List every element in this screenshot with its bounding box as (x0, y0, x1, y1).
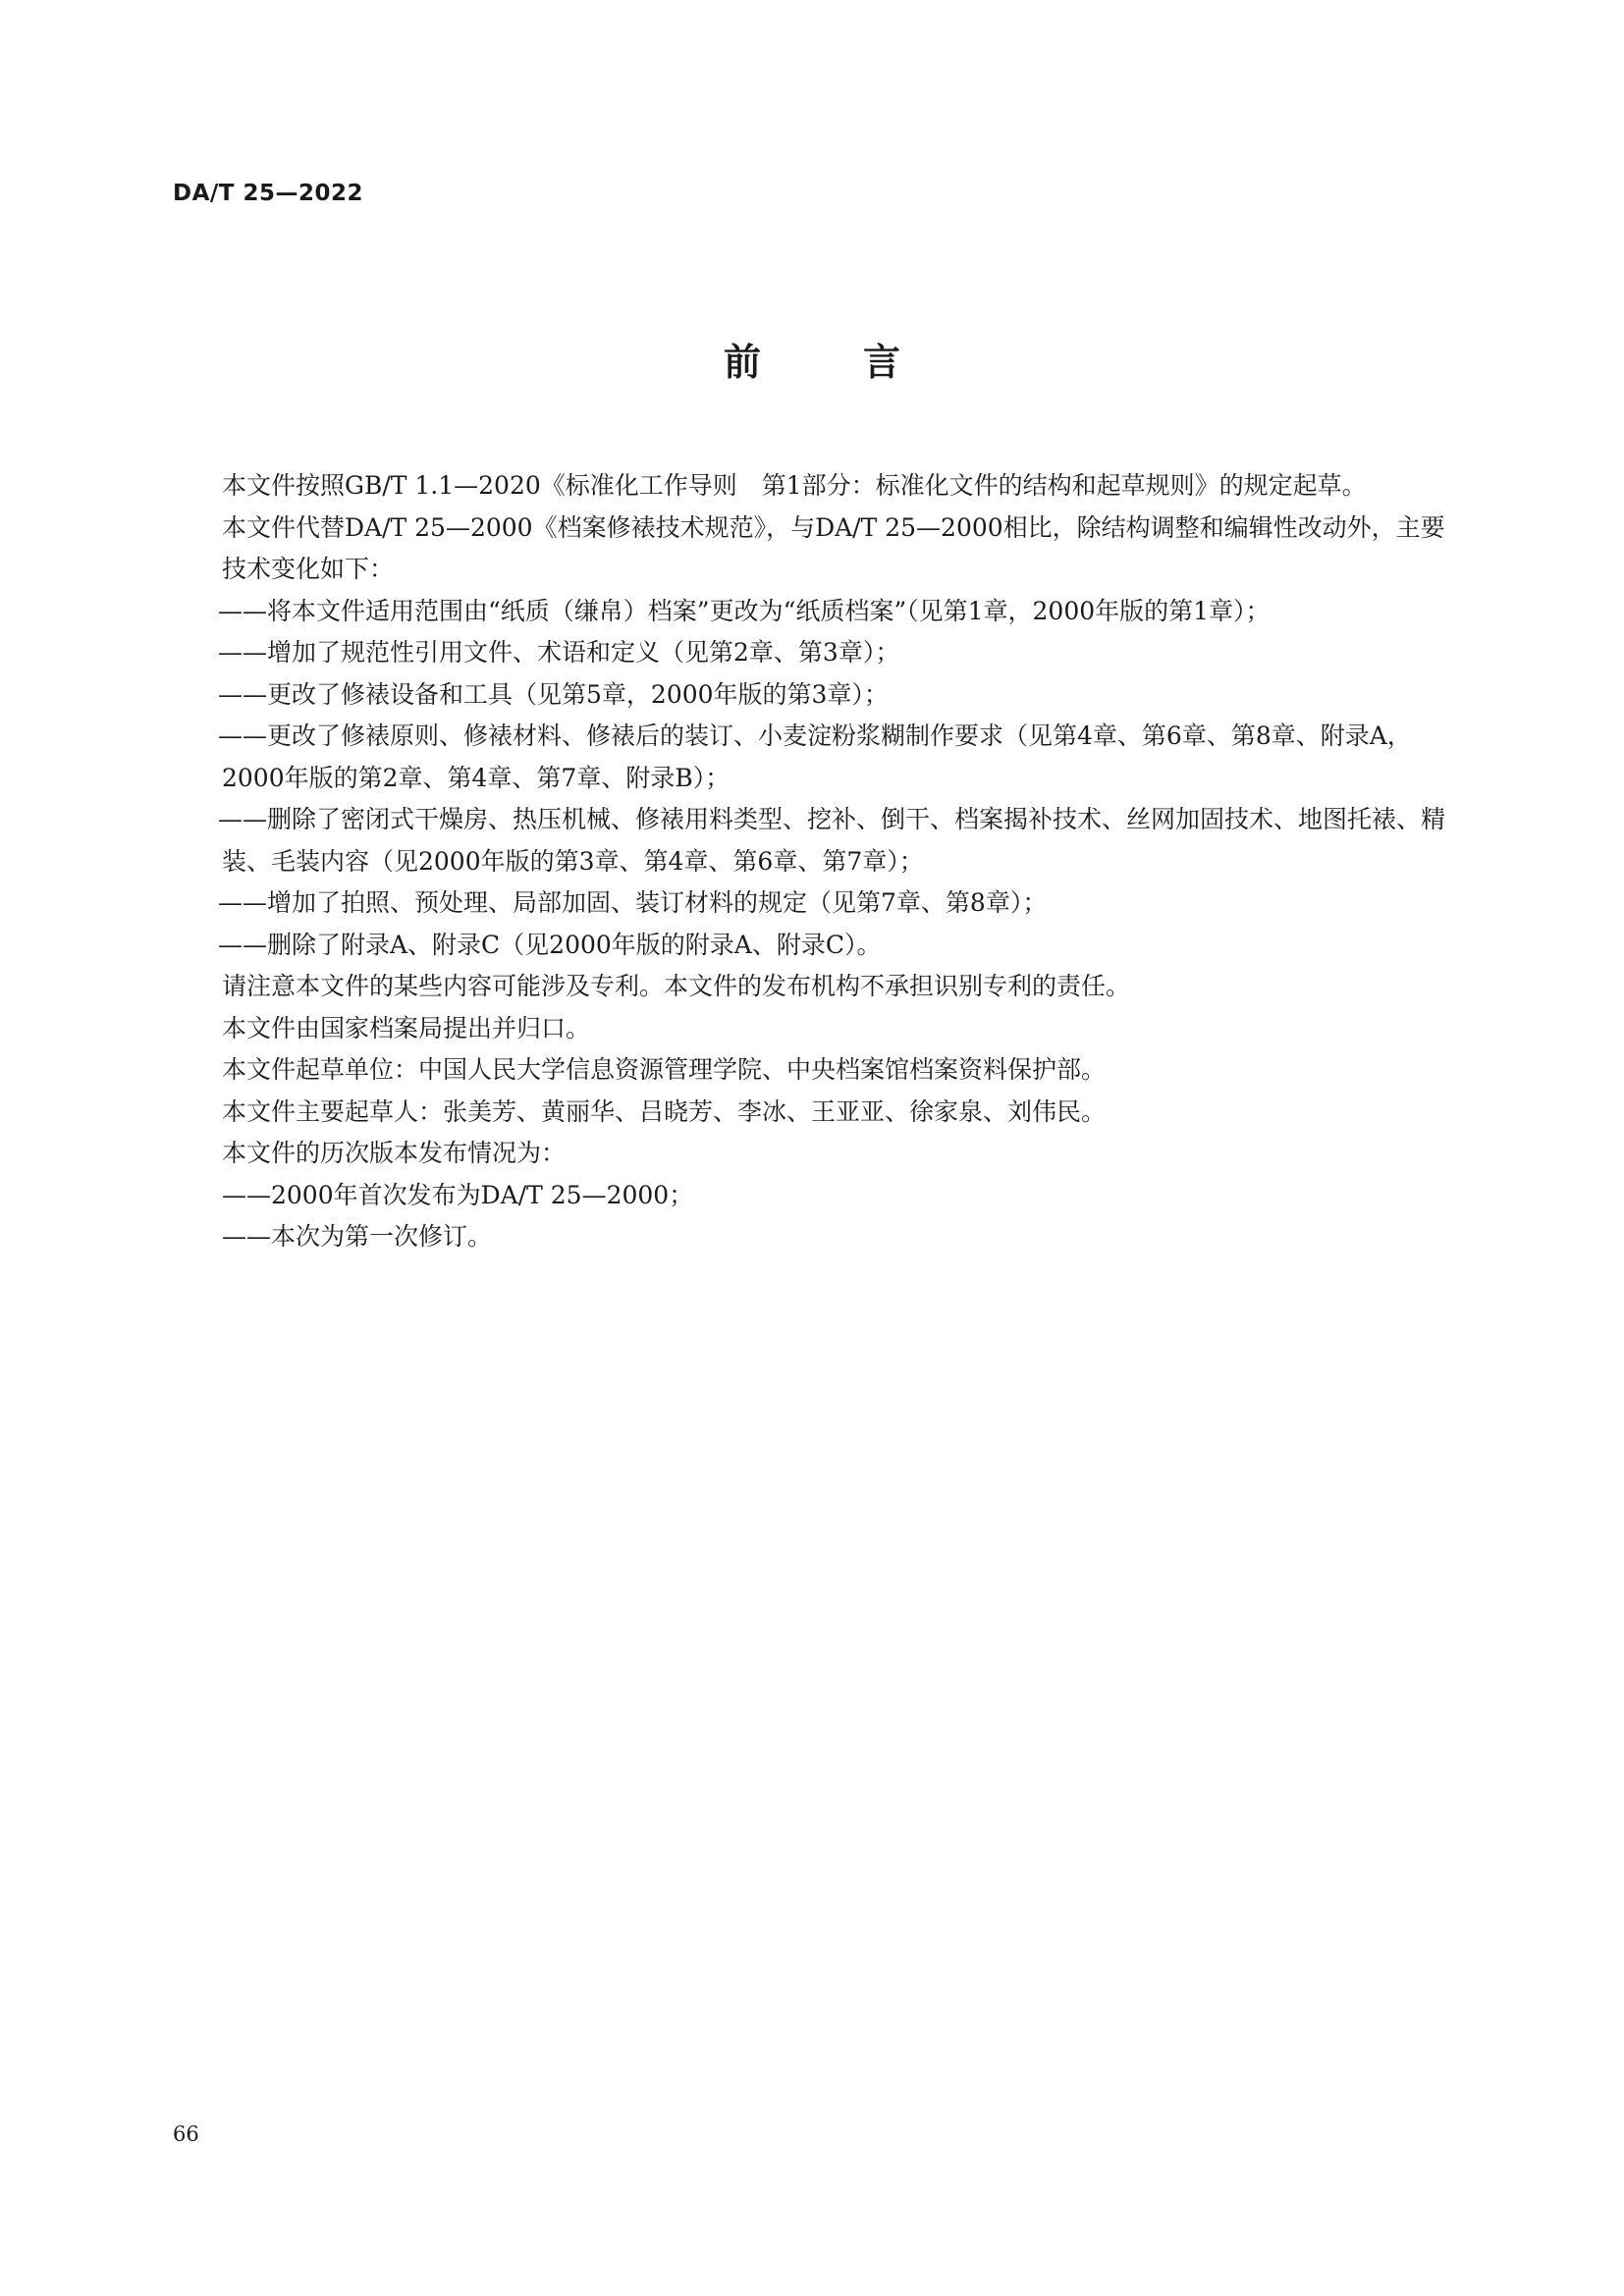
changes-list (173, 591, 1449, 967)
paragraph-history-intro: 本文件的历次版本发布情况为： (222, 1139, 567, 1167)
list-item: ——将本文件适用范围由“纸质（缣帛）档案”更改为“纸质档案”（见第1章，2000年版的第1章）； (218, 596, 1271, 625)
title-part-1: 前 (723, 341, 761, 384)
document-body (173, 465, 1449, 1258)
list-item: ——更改了修裱设备和工具（见第5章，2000年版的第3章）； (218, 679, 889, 709)
page-number: 66 (173, 2122, 199, 2146)
title-part-2: 言 (863, 341, 901, 384)
paragraph-drafting-basis: 本文件按照GB/T 1.1—2020《标准化工作导则 第1部分：标准化文件的结构和起草规则》的规定起草。 (222, 471, 1367, 500)
history-list (173, 1175, 1449, 1258)
paragraph-drafters: 本文件主要起草人：张美芳、黄丽华、吕晓芳、李冰、王亚亚、徐家泉、刘伟民。 (222, 1096, 1107, 1126)
list-item: ——增加了规范性引用文件、术语和定义（见第2章、第3章）； (218, 638, 900, 667)
list-item: ——增加了拍照、预处理、局部加固、装订材料的规定（见第7章、第8章）； (218, 888, 1048, 917)
page-title (0, 332, 1624, 386)
list-item: ——2000年首次发布为DA/T 25—2000； (222, 1180, 694, 1209)
paragraph-replacement: 本文件代替DA/T 25—2000《档案修裱技术规范》，与DA/T 25—2000相比，除结构调整和编辑性改动外，主要技术变化如下： (222, 512, 1445, 583)
list-item: ——本次为第一次修订。 (222, 1222, 493, 1251)
list-item: ——更改了修裱原则、修裱材料、修裱后的装订、小麦淀粉浆糊制作要求（见第4章、第6章、第8章、附录A，2000年版的第2章、第4章、第7章、附录B）； (218, 721, 1412, 792)
paragraph-patent-notice: 请注意本文件的某些内容可能涉及专利。本文件的发布机构不承担识别专利的责任。 (222, 972, 1131, 1000)
list-item: ——删除了附录A、附录C（见2000年版的附录A、附录C）。 (218, 930, 882, 959)
paragraph-drafting-units: 本文件起草单位：中国人民大学信息资源管理学院、中央档案馆档案资料保护部。 (222, 1055, 1107, 1084)
document-code: DA/T 25—2022 (173, 181, 364, 206)
list-item: ——删除了密闭式干燥房、热压机械、修裱用料类型、挖补、倒干、档案揭补技术、丝网加固技术、地图托裱、精装、毛装内容（见2000年版的第3章、第4章、第6章、第7章）； (218, 805, 1446, 876)
paragraph-proposer: 本文件由国家档案局提出并归口。 (222, 1013, 591, 1042)
